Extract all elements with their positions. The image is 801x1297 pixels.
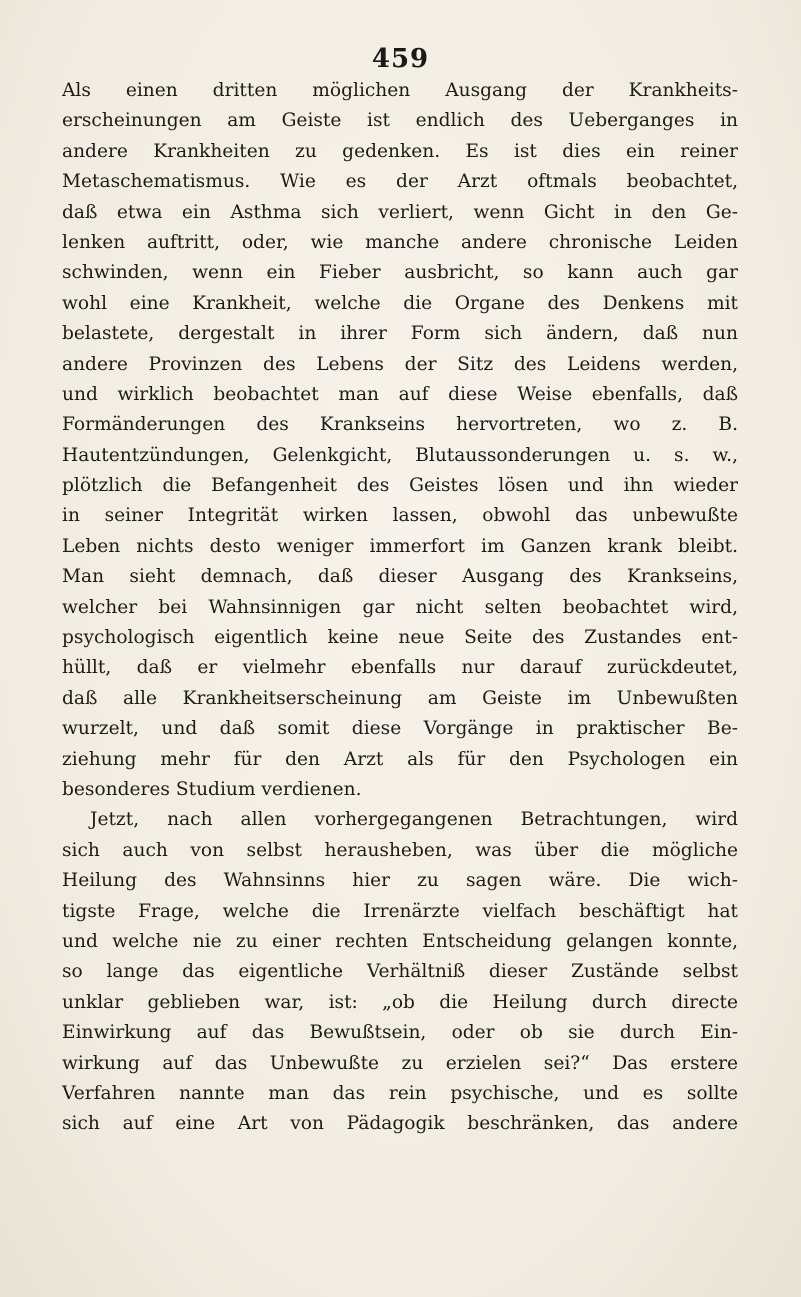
text-line: wurzelt, und daß somit diese Vorgänge in praktischer Be- bbox=[62, 718, 738, 740]
text-line: ziehung mehr für den Arzt als für den Psychologen ein bbox=[62, 748, 738, 770]
text-line: andere Krankheiten zu gedenken. Es ist dies ein reiner bbox=[62, 140, 738, 162]
text-line: andere Provinzen des Lebens der Sitz des Leidens werden, bbox=[62, 353, 738, 375]
text-line: Heilung des Wahnsinns hier zu sagen wäre. Die wich- bbox=[62, 870, 738, 892]
text-line: in seiner Integrität wirken lassen, obwohl das unbewußte bbox=[62, 505, 738, 527]
text-line: Metaschematismus. Wie es der Arzt oftmals beobachtet, bbox=[62, 171, 738, 193]
text-line: welcher bei Wahnsinnigen gar nicht selten beobachtet wird, bbox=[62, 596, 738, 618]
text-line: Hautentzündungen, Gelenkgicht, Blutaussonderungen u. s. w., bbox=[62, 444, 738, 466]
text-line: wirkung auf das Unbewußte zu erzielen sei?“ Das erstere bbox=[62, 1052, 738, 1074]
text-line: sich auf eine Art von Pädagogik beschränken, das andere bbox=[62, 1113, 738, 1135]
text-line: belastete, dergestalt in ihrer Form sich ändern, daß nun bbox=[62, 323, 738, 345]
text-line: sich auch von selbst herausheben, was über die mögliche bbox=[62, 839, 738, 861]
text-line: Verfahren nannte man das rein psychische, und es sollte bbox=[62, 1082, 738, 1104]
text-line: plötzlich die Befangenheit des Geistes lösen und ihn wieder bbox=[62, 475, 738, 497]
text-line: und wirklich beobachtet man auf diese Weise ebenfalls, daß bbox=[62, 383, 738, 405]
text-line: tigste Frage, welche die Irrenärzte vielfach beschäftigt hat bbox=[62, 900, 738, 922]
text-line: Als einen dritten möglichen Ausgang der Krankheits- bbox=[62, 80, 738, 101]
text-line: Formänderungen des Krankseins hervortreten, wo z. B. bbox=[62, 414, 738, 436]
text-line: psychologisch eigentlich keine neue Seite des Zustandes ent- bbox=[62, 627, 738, 649]
text-line: schwinden, wenn ein Fieber ausbricht, so kann auch gar bbox=[62, 262, 738, 284]
text-line: erscheinungen am Geiste ist endlich des Ueberganges in bbox=[62, 110, 738, 132]
text-line: lenken auftritt, oder, wie manche andere chronische Leiden bbox=[62, 231, 738, 253]
text-line: wohl eine Krankheit, welche die Organe des Denkens mit bbox=[62, 292, 738, 314]
text-line: Man sieht demnach, daß dieser Ausgang des Krankseins, bbox=[62, 566, 738, 588]
text-line: besonderes Studium verdienen. bbox=[62, 778, 362, 800]
text-line: so lange das eigentliche Verhältniß dieser Zustände selbst bbox=[62, 961, 738, 983]
paragraph-1 bbox=[62, 76, 738, 805]
body-text bbox=[62, 76, 738, 1140]
paragraph-2 bbox=[62, 805, 738, 1139]
text-line: Einwirkung auf das Bewußtsein, oder ob sie durch Ein- bbox=[62, 1022, 738, 1044]
text-line: Jetzt, nach allen vorhergegangenen Betrachtungen, wird bbox=[90, 809, 738, 831]
text-line: daß etwa ein Asthma sich verliert, wenn Gicht in den Ge- bbox=[62, 201, 738, 223]
text-line: hüllt, daß er vielmehr ebenfalls nur darauf zurückdeutet, bbox=[62, 657, 738, 679]
text-line: und welche nie zu einer rechten Entscheidung gelangen konnte, bbox=[62, 930, 738, 952]
text-line: unklar geblieben war, ist: „ob die Heilung durch directe bbox=[62, 991, 738, 1013]
page-number: 459 bbox=[371, 44, 430, 74]
text-line: Leben nichts desto weniger immerfort im Ganzen krank bleibt. bbox=[62, 535, 738, 557]
text-line: daß alle Krankheitserscheinung am Geiste im Unbewußten bbox=[62, 687, 738, 709]
